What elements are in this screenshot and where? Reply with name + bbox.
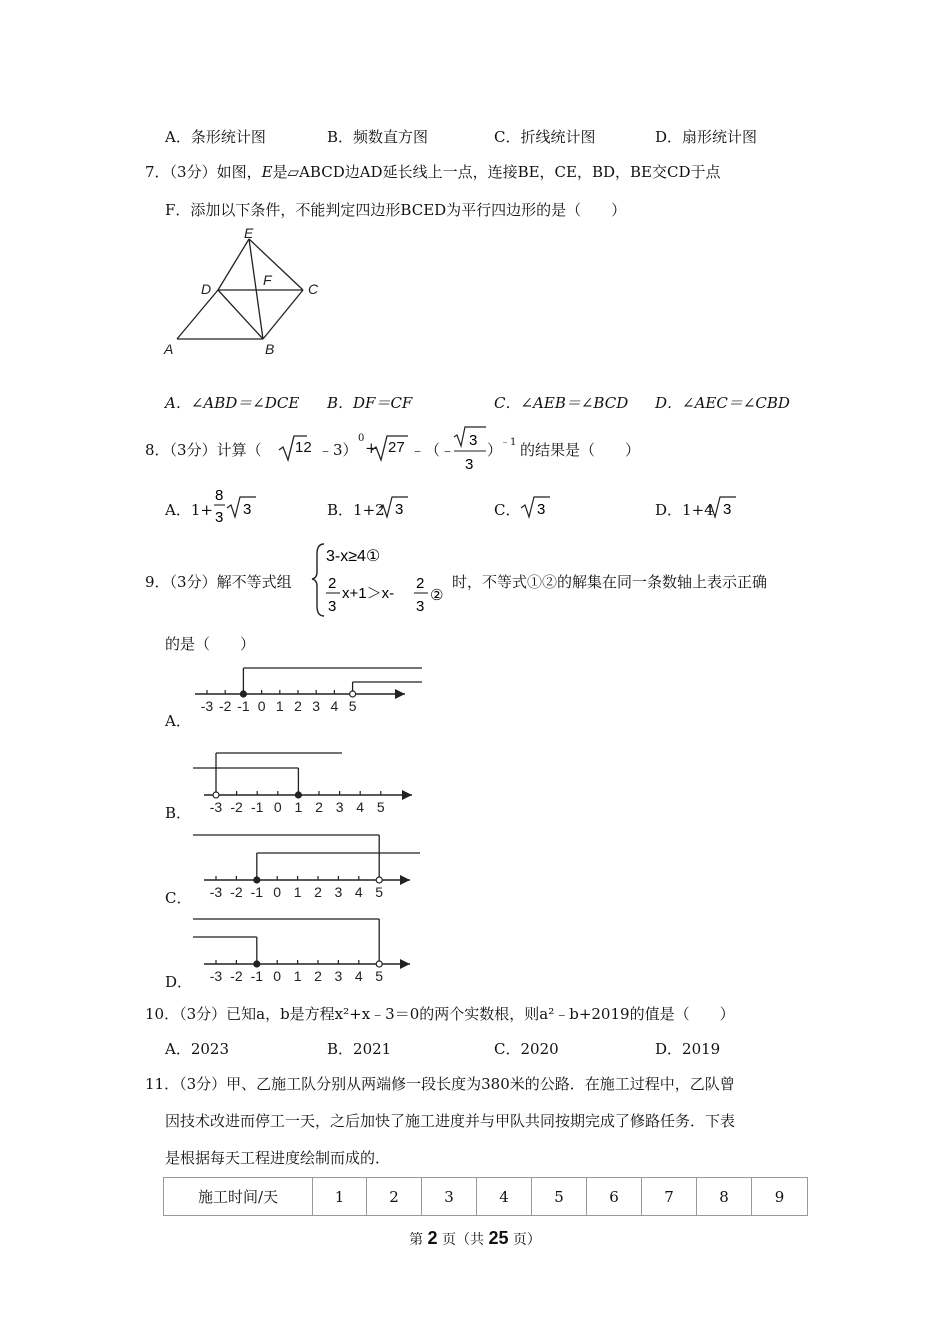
q9-stem-prefix: 9．（3分）解不等式组	[145, 573, 292, 591]
q9-option-c-label: C．	[165, 889, 192, 907]
q8-stem-prefix: 8．（3分）计算（	[145, 441, 262, 459]
q9-optd-tick-label: 2	[314, 968, 322, 984]
q9-optd-tick-label: 5	[375, 968, 384, 984]
q7-option-c: C．∠AEB＝∠BCD	[494, 394, 629, 412]
q8-a-frac-num: 8	[215, 487, 224, 504]
q9-optb-tick-label: 3	[335, 799, 344, 815]
q8-c-radicand: 3	[537, 501, 546, 518]
q9-optc-solid-dot	[254, 877, 260, 883]
q11-stem-line1: 11．（3分）甲、乙施工队分别从两端修一段长度为380米的公路．在施工过程中，乙队曾	[145, 1075, 735, 1093]
q10-option-d: D．2019	[655, 1040, 721, 1058]
q8-exponent-0: 0	[358, 433, 365, 444]
label-c: C	[308, 281, 319, 297]
table-cell: 4	[477, 1178, 532, 1216]
q9-optb-tick-label: 0	[273, 799, 282, 815]
q9-opta-tick-label: 3	[312, 698, 321, 714]
q10-option-b: B．2021	[327, 1040, 392, 1058]
q7-var-e: E	[261, 163, 273, 181]
q10-stem	[145, 1003, 735, 1024]
q9-frac2-den: 3	[416, 598, 425, 615]
q9-optd-tick-label: 1	[293, 968, 302, 984]
q9-optc-tick-label: 4	[354, 884, 363, 900]
q9-opta-tick-label: 0	[257, 698, 266, 714]
q9-optc-tick-label: 3	[334, 884, 343, 900]
q8-option-b-label: B．1+2	[327, 501, 385, 519]
q8-exponent-neg1: ﹣1	[500, 437, 517, 448]
q9-optd-open-dot	[376, 961, 382, 967]
q9-frac1-num: 2	[328, 575, 337, 592]
q9-ineq2-mark: ②	[430, 587, 444, 604]
q9-opta-tick-label: 2	[294, 698, 302, 714]
q9-ineq1: 3-x≥4①	[326, 548, 381, 565]
arrow-right-icon	[395, 689, 405, 699]
q9-optc-tick-label: 2	[314, 884, 322, 900]
arrow-right-icon	[400, 959, 410, 969]
q9-optd-tick-label: 4	[354, 968, 363, 984]
q9-frac1-den: 3	[328, 598, 337, 615]
q9-option-b-label: B．	[165, 804, 192, 822]
table-cell: 5	[532, 1178, 587, 1216]
table-row	[164, 1178, 808, 1216]
q6-option-c: C．折线统计图	[494, 128, 596, 146]
table-header-cell: 施工时间/天	[164, 1178, 313, 1216]
q9-opta-tick-label: 5	[348, 698, 357, 714]
label-a: A	[164, 341, 174, 357]
q9-optc-open-dot	[376, 877, 382, 883]
q9-opta-tick-label: 4	[330, 698, 339, 714]
q7-number: 7．（3分）如图，	[145, 163, 262, 181]
q6-option-a: A．条形统计图	[165, 128, 266, 146]
q9-opta-tick-label: -3	[200, 698, 214, 714]
q9-optb-solid-dot	[295, 792, 301, 798]
q9-optc-tick-label: 1	[293, 884, 302, 900]
table-cell: 2	[367, 1178, 422, 1216]
q9-optd-tick-label: -1	[250, 968, 264, 984]
q7-option-b: B．DF＝CF	[327, 394, 413, 412]
q9-opta-tick-label: -1	[237, 698, 250, 714]
footer-total-pages: 25	[488, 1228, 509, 1248]
q9-ineq2-mid: x+1＞x-	[342, 585, 395, 602]
q9-optc-tick-label: -3	[209, 884, 223, 900]
table-cell: 7	[642, 1178, 697, 1216]
q8-a-frac-den: 3	[215, 509, 224, 526]
q7-stem-line2: F．添加以下条件，不能判定四边形BCED为平行四边形的是（ ）	[165, 201, 627, 219]
q9-optd-tick-label: -3	[209, 968, 223, 984]
q8-stem-suffix: 的结果是（ ）	[520, 441, 641, 459]
q8-radicand-12: 12	[295, 439, 312, 456]
q9-optb-tick-label: 4	[356, 799, 365, 815]
q9-option-a-label: A．	[165, 712, 191, 730]
q9-optd-solid-dot	[254, 961, 260, 967]
label-e: E	[244, 225, 254, 241]
table-cell: 6	[587, 1178, 642, 1216]
q9-opta-tick-label: 1	[275, 698, 284, 714]
table-cell: 3	[422, 1178, 477, 1216]
q8-frac-denominator: 3	[465, 456, 474, 473]
q7-option-d: D．∠AEC＝∠CBD	[655, 394, 790, 412]
q9-optd-tick-label: -2	[230, 968, 243, 984]
q9-optb-tick-label: 2	[315, 799, 323, 815]
q11-stem-line2: 因技术改进而停工一天，之后加快了施工进度并与甲队共同按期完成了修路任务．下表	[165, 1112, 736, 1130]
q7-stem-rest: 是▱ABCD边AD延长线上一点，连接BE，CE，BD，BE交CD于点	[272, 163, 721, 181]
q10-option-a: A．2023	[165, 1040, 230, 1058]
arrow-right-icon	[400, 875, 410, 885]
q8-frac-numerator: 3	[469, 432, 478, 449]
page-footer	[0, 1228, 950, 1249]
q9-optc-tick-label: 5	[375, 884, 384, 900]
q9-optb-tick-label: -1	[250, 799, 264, 815]
label-b: B	[265, 341, 275, 357]
q8-option-d-label: D．1+4	[655, 501, 714, 519]
q9-optd-tick-label: 0	[273, 968, 282, 984]
q8-option-a-label: A．1+	[165, 501, 213, 519]
q11-stem-line3: 是根据每天工程进度绘制而成的．	[165, 1149, 391, 1167]
q8-b-radicand: 3	[395, 501, 404, 518]
table-cell: 1	[313, 1178, 367, 1216]
q9-option-d-label: D．	[165, 973, 193, 991]
q7-option-a: A．∠ABD＝∠DCE	[165, 394, 300, 412]
table-cell: 8	[697, 1178, 752, 1216]
q8-d-radicand: 3	[723, 501, 732, 518]
q9-optb-tick-label: -2	[230, 799, 243, 815]
label-d: D	[201, 281, 212, 297]
q9-optb-tick-label: -3	[209, 799, 223, 815]
label-f: F	[263, 272, 272, 288]
q11-progress-table	[163, 1177, 808, 1216]
q9-optb-tick-label: 1	[294, 799, 303, 815]
q10-stem-text: 10．（3分）已知a，b是方程x²+x﹣3＝0的两个实数根，则a²﹣b+2019的值是（ ）	[145, 1005, 735, 1023]
footer-post: 页）	[512, 1232, 541, 1248]
q9-optc-tick-label: -1	[250, 884, 264, 900]
q9-optb-open-dot	[213, 792, 219, 798]
q9-stem-suffix: 时，不等式①②的解集在同一条数轴上表示正确	[452, 573, 768, 591]
q9-opta-open-dot	[350, 691, 356, 697]
q9-opta-tick-label: -2	[218, 698, 232, 714]
q10-option-c: C．2020	[494, 1040, 559, 1058]
footer-page-number: 2	[427, 1228, 438, 1248]
q9-optc-tick-label: -2	[230, 884, 243, 900]
q9-optb-tick-label: 5	[376, 799, 385, 815]
q9-stem-line2: 的是（ ）	[165, 635, 256, 653]
footer-mid: 页（共	[441, 1232, 484, 1248]
arrow-right-icon	[402, 790, 412, 800]
q9-optc-tick-label: 0	[273, 884, 282, 900]
q8-minus-paren: ﹣（﹣	[410, 441, 456, 459]
q8-radicand-27: 27	[388, 439, 405, 456]
q9-opta-solid-dot	[240, 691, 246, 697]
q6-option-d: D．扇形统计图	[655, 128, 758, 146]
q8-a-radicand: 3	[243, 501, 252, 518]
q8-minus-3: ﹣3）	[318, 441, 358, 459]
q9-frac2-num: 2	[416, 575, 425, 592]
q6-option-b: B．频数直方图	[327, 128, 429, 146]
q9-optd-tick-label: 3	[334, 968, 343, 984]
q8-close-paren: ）	[487, 441, 503, 459]
footer-pre: 第	[409, 1232, 424, 1248]
q8-option-c-label: C．	[494, 501, 521, 519]
q8-plus: +	[365, 439, 378, 457]
table-cell: 9	[752, 1178, 808, 1216]
